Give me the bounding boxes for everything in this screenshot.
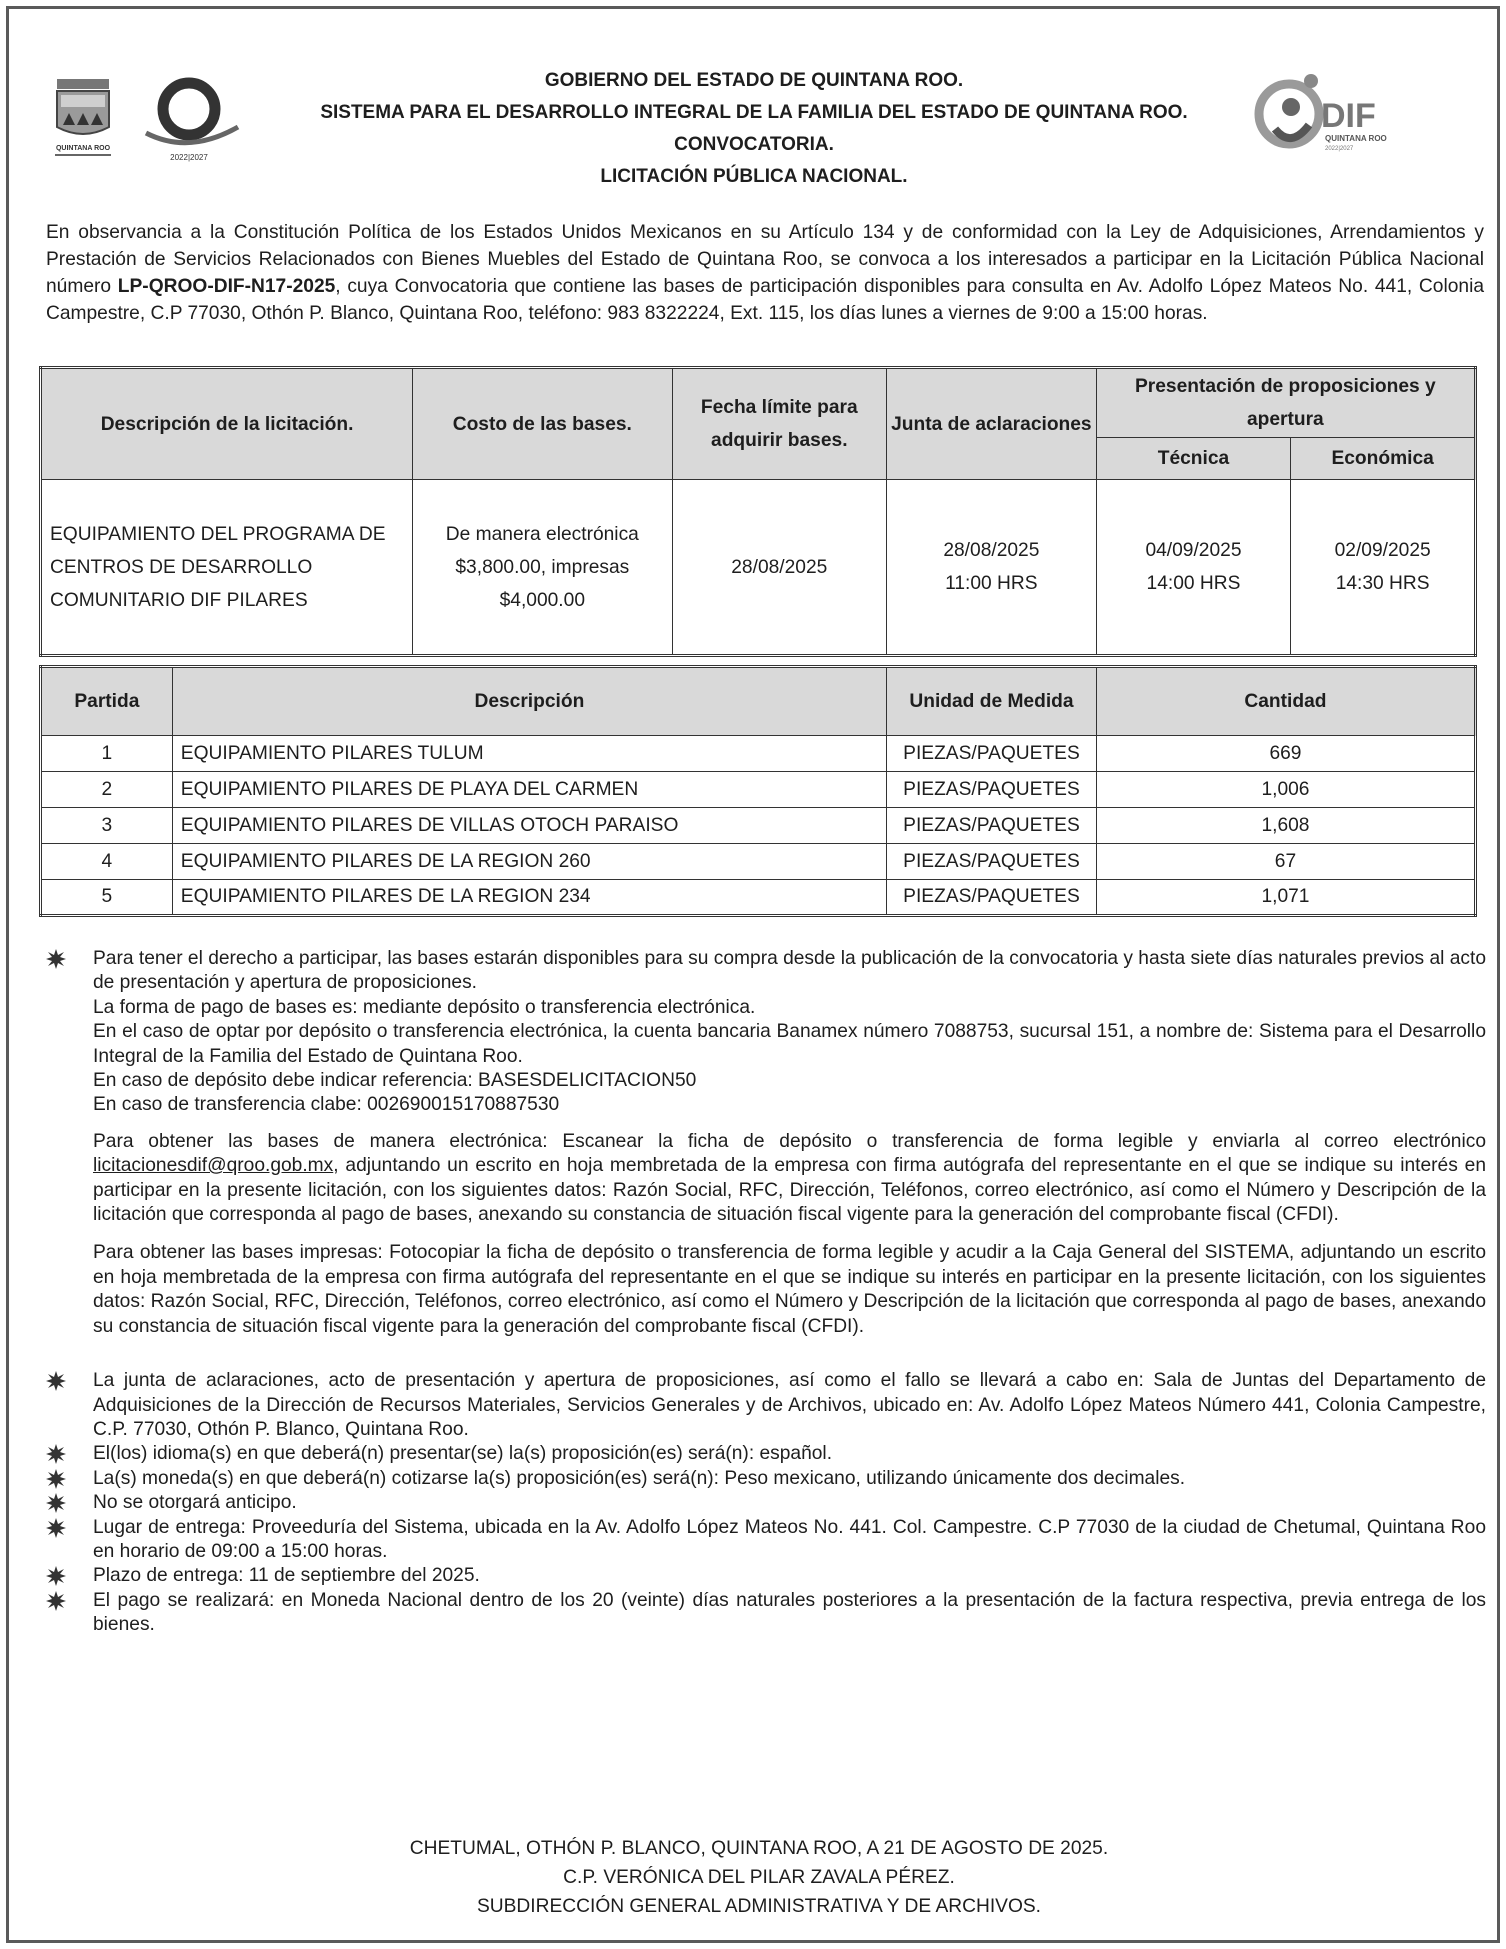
table-row: 5 EQUIPAMIENTO PILARES DE LA REGION 234 PIEZAS/PAQUETES 1,071 bbox=[41, 880, 1476, 916]
header-descripcion-partida: Descripción bbox=[172, 667, 886, 736]
bullet-item: No se otorgará anticipo. bbox=[46, 1491, 1486, 1515]
header-fecha-limite: Fecha límite para adquirir bases. bbox=[672, 368, 887, 480]
conditions-section: Para tener el derecho a participar, las bases estarán disponibles para su compra desde la publicación de la convocatoria y hasta siete días naturales previos al acto de presentación y apertura de proposiciones. La forma de pago de bases es: mediante depósito o transferencia electrónica. En el caso de optar por depósito o transferencia electrónica, la cuenta bancaria Banamex número 7088753, sucursal 151, a nombre de: Sistema para el Desarrollo Integral de la Familia del Estado de Quintana Roo. En caso de depósito debe indicar referencia: BASESDELICITACION50 En caso de transferencia clabe: 002690015170887530 Para obtener las bases de manera electrónica: Escanear la ficha de depósito o transferencia de forma legible y enviarla al correo electrónico licitacionesdif@qroo.gob.mx, adjuntando un escrito en hoja membretada de la empresa con firma autógrafa del representante en el que se indique su interés en participar en la presente licitación, con los siguientes datos: Razón Social, RFC, Dirección, Teléfonos, correo electrónico, así como el Número y Descripción de la licitación que corresponda al pago de bases, anexando su constancia de situación fiscal vigente para la generación del comprobante fiscal (CFDI). Para obtener las bases impresas: Fotocopiar la ficha de depósito o transferencia de forma legible y acudir a la Caja General del SISTEMA, adjuntando un escrito en hoja membretada de la empresa con firma autógrafa del representante en el que se indique su interés en participar en la presente licitación, con los siguientes datos: Razón Social, RFC, Dirección, Teléfonos, correo electrónico, así como el Número y Descripción de la licitación que corresponda al pago de bases, anexando su constancia de situación fiscal vigente para la generación del comprobante fiscal (CFDI). La junta de aclaraciones, acto de presentación y apertura de proposiciones, así como el fallo se llevará a cabo en: Sala de Juntas del Departamento de Adquisiciones de la Dirección de Recursos Materiales, Servicios Generales y de Archivos, ubicado en: Av. Adolfo López Mateos Número 441, Colonia Campestre, C.P. 77030, Othón P. Blanco, Quintana Roo. El(los) idioma(s) en que deberá(n) presentar(se) la(s) proposición(es) será(n): español. La(s) moneda(s) en que deberá(n) cotizarse la(s) proposición(es) será(n): Peso mexicano, utilizando únicamente dos decimales. No se otorgará anticipo. Lugar de entrega: Proveeduría del Sistema, ubicada en la Av. Adolfo López Mateos No. 441. Col. Campestre. C.P 77030 de la ciudad de Chetumal, Quintana Roo en horario de 09:00 a 15:00 horas. Plazo de entrega: 11 de septiembre del 2025. El pago se realizará: en Moneda Nacional dentro de los 20 (veinte) días naturales posteriores a la presentación de la factura respectiva, previa entrega de los bienes. bbox=[46, 947, 1486, 1638]
svg-text:DIF: DIF bbox=[1321, 97, 1376, 135]
footer-place-date: CHETUMAL, OTHÓN P. BLANCO, QUINTANA ROO, A 21 DE AGOSTO DE 2025. bbox=[409, 1838, 1109, 1859]
header-line-1: GOBIERNO DEL ESTADO DE QUINTANA ROO. bbox=[544, 70, 964, 91]
bullet-item: La(s) moneda(s) en que deberá(n) cotizarse la(s) proposición(es) será(n): Peso mexicano, utilizando únicamente dos decimales. bbox=[46, 1467, 1486, 1491]
document-frame bbox=[6, 6, 1500, 1943]
intro-paragraph: En observancia a la Constitución Política de los Estados Unidos Mexicanos en su Artículo 134 y de conformidad con la Ley de Adquisiciones, Arrendamientos y Prestación de Servicios Relacionados con Bienes Muebles del Estado de Quintana Roo, se convoca a los interesados a participar en la Licitación Pública Nacional número LP-QROO-DIF-N17-2025, cuya Convocatoria que contiene las bases de participación disponibles para consulta en Av. Adolfo López Mateos No. 441, Colonia Campestre, C.P 77030, Othón P. Blanco, Quintana Roo, teléfono: 983 8322224, Ext. 115, los días lunes a viernes de 9:00 a 15:00 horas. bbox=[46, 222, 1485, 324]
cell-tecnica: 04/09/2025 14:00 HRS bbox=[1096, 480, 1291, 656]
header-partida: Partida bbox=[41, 667, 173, 736]
svg-text:2022|2027: 2022|2027 bbox=[1325, 146, 1354, 152]
cell-fecha-limite: 28/08/2025 bbox=[672, 480, 887, 656]
header-line-4: LICITACIÓN PÚBLICA NACIONAL. bbox=[600, 166, 908, 187]
cell-economica: 02/09/2025 14:30 HRS bbox=[1291, 480, 1476, 656]
licitacion-summary-table bbox=[39, 366, 1477, 657]
footer-office: SUBDIRECCIÓN GENERAL ADMINISTRATIVA Y DE ARCHIVOS. bbox=[476, 1896, 1042, 1917]
header-tecnica: Técnica bbox=[1096, 438, 1291, 480]
star-burst-bullet-icon bbox=[46, 1444, 66, 1464]
header-titles bbox=[259, 65, 1249, 193]
header-cantidad: Cantidad bbox=[1096, 667, 1475, 736]
header-junta: Junta de aclaraciones bbox=[887, 368, 1097, 480]
header-economica: Económica bbox=[1291, 438, 1476, 480]
bullet-item: Plazo de entrega: 11 de septiembre del 2025. bbox=[46, 1564, 1486, 1588]
partidas-table bbox=[39, 665, 1477, 917]
electronic-bases-paragraph: Para obtener las bases de manera electrónica: Escanear la ficha de depósito o transferencia de forma legible y enviarla al correo electrónico licitacionesdif@qroo.gob.mx, adjuntando un escrito en hoja membretada de la empresa con firma autógrafa del representante en el que se indique su interés en participar en la presente licitación, con los siguientes datos: Razón Social, RFC, Dirección, Teléfonos, correo electrónico, así como el Número y Descripción de la licitación que corresponda al pago de bases, anexando su constancia de situación fiscal vigente para la generación del comprobante fiscal (CFDI). bbox=[93, 1130, 1486, 1226]
email-link[interactable]: licitacionesdif@qroo.gob.mx bbox=[93, 1155, 334, 1177]
star-burst-bullet-icon bbox=[46, 1591, 66, 1611]
table-row: 2 EQUIPAMIENTO PILARES DE PLAYA DEL CARMEN PIEZAS/PAQUETES 1,006 bbox=[41, 772, 1476, 808]
q-government-logo bbox=[134, 75, 244, 165]
quintana-roo-coat-of-arms-logo bbox=[49, 75, 117, 165]
header-unidad: Unidad de Medida bbox=[887, 667, 1097, 736]
table-row: 3 EQUIPAMIENTO PILARES DE VILLAS OTOCH PARAISO PIEZAS/PAQUETES 1,608 bbox=[41, 808, 1476, 844]
licitacion-number: LP-QROO-DIF-N17-2025 bbox=[117, 276, 336, 297]
table-row: 1 EQUIPAMIENTO PILARES TULUM PIEZAS/PAQUETES 669 bbox=[41, 736, 1476, 772]
header-presentacion: Presentación de proposiciones y apertura bbox=[1096, 368, 1475, 438]
svg-text:2022|2027: 2022|2027 bbox=[170, 153, 208, 162]
star-burst-bullet-icon bbox=[46, 1518, 66, 1538]
star-burst-bullet-icon bbox=[46, 1371, 66, 1391]
table-row: 4 EQUIPAMIENTO PILARES DE LA REGION 260 PIEZAS/PAQUETES 67 bbox=[41, 844, 1476, 880]
svg-text:QUINTANA ROO: QUINTANA ROO bbox=[1325, 134, 1387, 143]
printed-bases-paragraph: Para obtener las bases impresas: Fotocopiar la ficha de depósito o transferencia de forma legible y acudir a la Caja General del SISTEMA, adjuntando un escrito en hoja membretada de la empresa con firma autógrafa del representante en el que se indique su interés en participar en la presente licitación, con los siguientes datos: Razón Social, RFC, Dirección, Teléfonos, correo electrónico, así como el Número y Descripción de la licitación que corresponda al pago de bases, anexando su constancia de situación fiscal vigente para la generación del comprobante fiscal (CFDI). bbox=[93, 1242, 1486, 1337]
header-line-3: CONVOCATORIA. bbox=[674, 134, 834, 155]
bullet-item: Lugar de entrega: Proveeduría del Sistema, ubicada en la Av. Adolfo López Mateos No. 441. Col. Campestre. C.P 77030 de la ciudad de Chetumal, Quintana Roo en horario de 09:00 a 15:00 horas. bbox=[46, 1516, 1486, 1565]
bullet-item: La junta de aclaraciones, acto de presentación y apertura de proposiciones, así como el fallo se llevará a cabo en: Sala de Juntas del Departamento de Adquisiciones de la Dirección de Recursos Materiales, Servicios Generales y de Archivos, ubicado en: Av. Adolfo López Mateos Número 441, Colonia Campestre, C.P. 77030, Othón P. Blanco, Quintana Roo. bbox=[46, 1369, 1486, 1442]
cell-costo: De manera electrónica $3,800.00, impresas $4,000.00 bbox=[413, 480, 672, 656]
star-burst-bullet-icon bbox=[46, 1493, 66, 1513]
star-burst-bullet-icon bbox=[46, 949, 66, 969]
document-footer bbox=[259, 1834, 1259, 1921]
bullet-item: El(los) idioma(s) en que deberá(n) presentar(se) la(s) proposición(es) será(n): español. bbox=[46, 1442, 1486, 1466]
star-burst-bullet-icon bbox=[46, 1566, 66, 1586]
header-costo: Costo de las bases. bbox=[413, 368, 672, 480]
dif-logo bbox=[1249, 59, 1419, 169]
document-header bbox=[9, 9, 1497, 209]
svg-text:QUINTANA ROO: QUINTANA ROO bbox=[55, 145, 111, 152]
bullet-item: El pago se realizará: en Moneda Nacional dentro de los 20 (veinte) días naturales posteriores a la presentación de la factura respectiva, previa entrega de los bienes. bbox=[46, 1589, 1486, 1638]
header-descripcion: Descripción de la licitación. bbox=[41, 368, 413, 480]
header-line-2: SISTEMA PARA EL DESARROLLO INTEGRAL DE LA FAMILIA DEL ESTADO DE QUINTANA ROO. bbox=[320, 102, 1188, 123]
bullet-item: Para tener el derecho a participar, las bases estarán disponibles para su compra desde la publicación de la convocatoria y hasta siete días naturales previos al acto de presentación y apertura de proposiciones. bbox=[46, 947, 1486, 996]
star-burst-bullet-icon bbox=[46, 1469, 66, 1489]
footer-signatory: C.P. VERÓNICA DEL PILAR ZAVALA PÉREZ. bbox=[563, 1867, 955, 1888]
cell-descripcion: EQUIPAMIENTO DEL PROGRAMA DE CENTROS DE DESARROLLO COMUNITARIO DIF PILARES bbox=[41, 480, 413, 656]
cell-junta: 28/08/2025 11:00 HRS bbox=[887, 480, 1097, 656]
